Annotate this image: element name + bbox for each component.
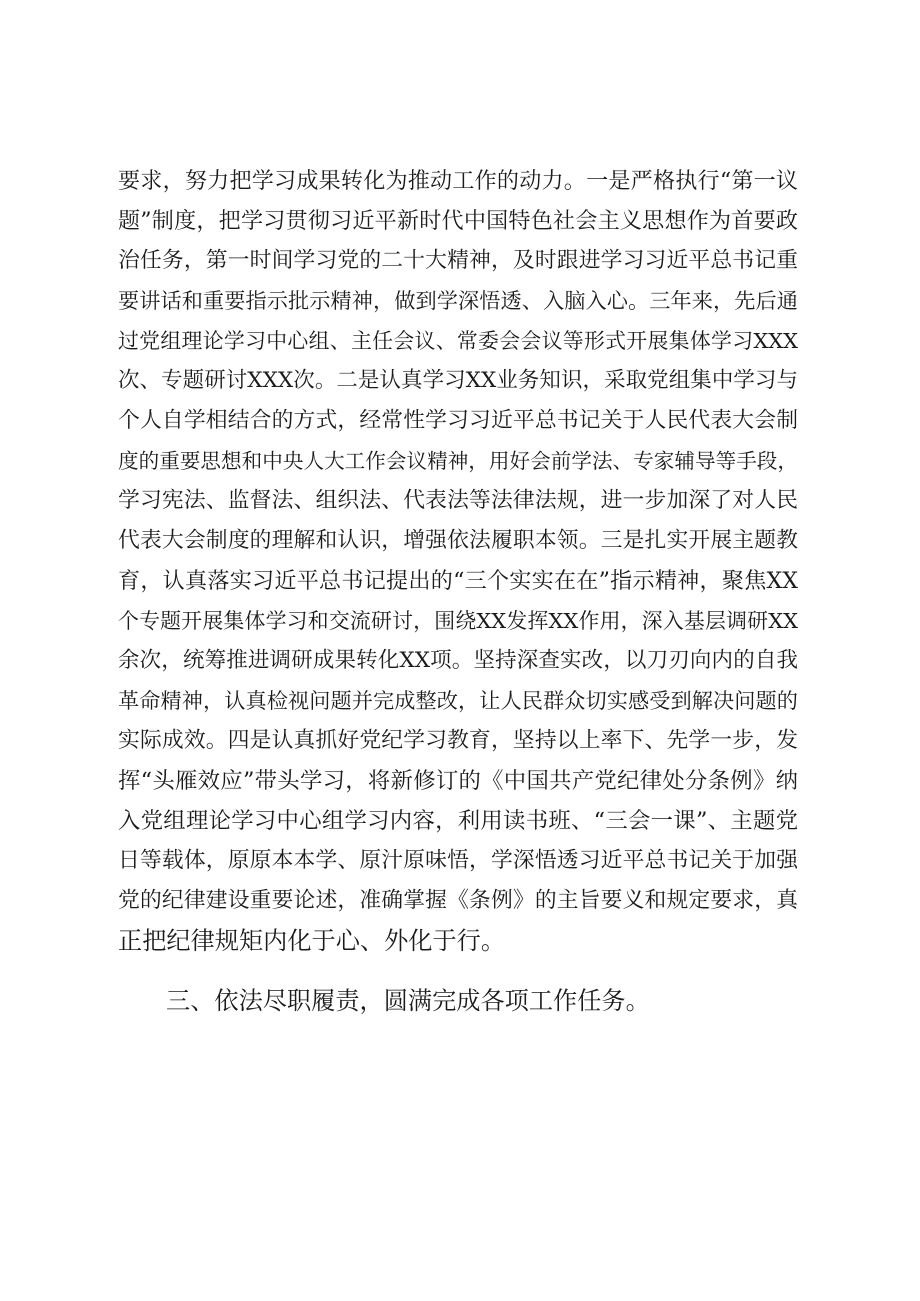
section-heading: 三、依法尽职履责，圆满完成各项工作任务。 xyxy=(166,987,650,1015)
paragraph-line: 过党组理论学习中心组、主任会议、常委会会议等形式开展集体学习XXX xyxy=(118,329,798,353)
paragraph-line: 学习宪法、监督法、组织法、代表法等法律法规，进一步加深了对人民 xyxy=(118,488,798,513)
paragraph-line: 个人自学相结合的方式，经常性学习习近平总书记关于人民代表大会制 xyxy=(118,408,798,433)
paragraph-line: 余次，统筹推进调研成果转化XX项。坚持深查实改，以刀刃向内的自我 xyxy=(118,648,798,673)
paragraph-line: 日等载体，原原本本学、原汁原味悟，学深悟透习近平总书记关于加强 xyxy=(118,848,798,873)
paragraph-line: 正把纪律规矩内化于心、外化于行。 xyxy=(118,927,506,955)
paragraph-line: 革命精神，认真检视问题并完成整改，让人民群众切实感受到解决问题的 xyxy=(118,688,798,713)
paragraph-line: 代表大会制度的理解和认识，增强依法履职本领。三是扎实开展主题教 xyxy=(118,528,798,553)
paragraph-line: 育，认真落实习近平总书记提出的“三个实实在在”指示精神，聚焦XX xyxy=(118,568,798,594)
paragraph-line: 党的纪律建设重要论述，准确掌握《条例》的主旨要义和规定要求，真 xyxy=(118,888,798,913)
paragraph-line: 度的重要思想和中央人大工作会议精神，用好会前学法、专家辅导等手段， xyxy=(118,449,798,473)
paragraph-line: 实际成效。四是认真抓好党纪学习教育，坚持以上率下、先学一步，发 xyxy=(118,728,798,753)
paragraph-line: 入党组理论学习中心组学习内容，利用读书班、“三会一课”、主题党 xyxy=(118,808,798,834)
paragraph-line: 要求，努力把学习成果转化为推动工作的动力。一是严格执行“第一议 xyxy=(118,168,798,194)
paragraph-line: 挥“头雁效应”带头学习，将新修订的《中国共产党纪律处分条例》纳 xyxy=(118,768,798,794)
paragraph-line: 个专题开展集体学习和交流研讨，围绕XX发挥XX作用，深入基层调研XX xyxy=(118,609,798,633)
paragraph-line: 治任务，第一时间学习党的二十大精神，及时跟进学习习近平总书记重 xyxy=(118,248,798,273)
paragraph-line: 次、专题研讨XXX次。二是认真学习XX业务知识，采取党组集中学习与 xyxy=(118,368,798,393)
paragraph-line: 题”制度，把学习贯彻习近平新时代中国特色社会主义思想作为首要政 xyxy=(118,208,798,234)
paragraph-line: 要讲话和重要指示批示精神，做到学深悟透、入脑入心。三年来，先后通 xyxy=(118,288,798,313)
